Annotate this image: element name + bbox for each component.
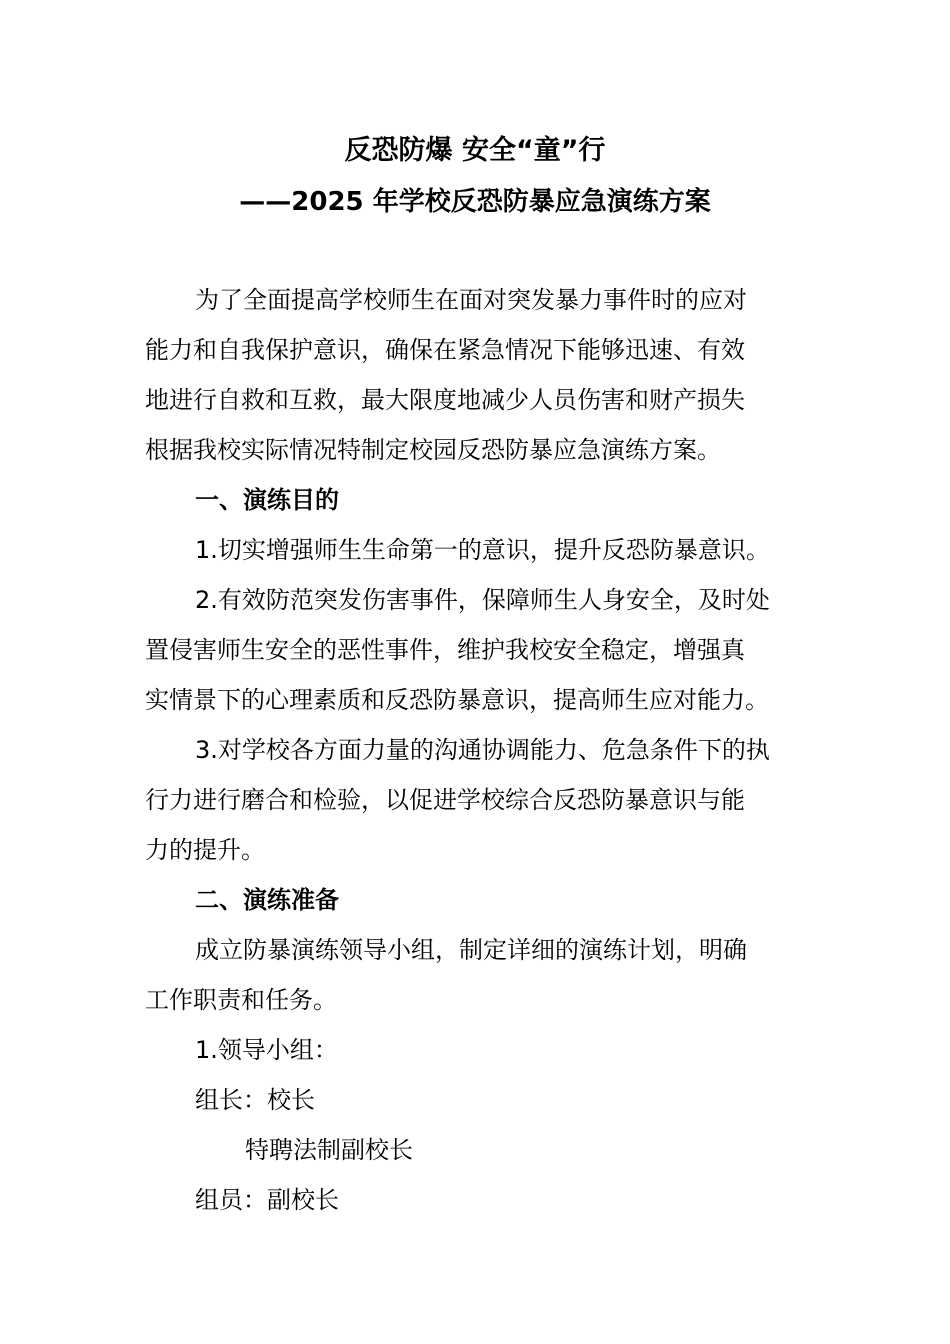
member-line: 组员：副校长 xyxy=(195,1186,339,1214)
leaders-label: 1.领导小组： xyxy=(195,1036,338,1064)
purpose-item-3-line: 力的提升。 xyxy=(145,836,265,864)
document-subtitle: ——2025 年学校反恐防暴应急演练方案 xyxy=(239,187,711,217)
intro-line: 根据我校实际情况特制定校园反恐防暴应急演练方案。 xyxy=(145,436,721,464)
intro-line: 能力和自我保护意识，确保在紧急情况下能够迅速、有效 xyxy=(145,336,745,364)
preparation-para-line: 工作职责和任务。 xyxy=(145,986,337,1014)
intro-line: 地进行自救和互救，最大限度地减少人员伤害和财产损失 xyxy=(145,386,745,414)
leader-line-2: 特聘法制副校长 xyxy=(245,1136,413,1164)
purpose-item-2-line: 2.有效防范突发伤害事件，保障师生人身安全，及时处 xyxy=(195,586,770,614)
purpose-item-1: 1.切实增强师生生命第一的意识，提升反恐防暴意识。 xyxy=(195,536,770,564)
preparation-para-line: 成立防暴演练领导小组，制定详细的演练计划，明确 xyxy=(195,936,747,964)
section-heading-purpose: 一、演练目的 xyxy=(195,486,339,514)
purpose-item-3-line: 行力进行磨合和检验，以促进学校综合反恐防暴意识与能 xyxy=(145,786,745,814)
document-title: 反恐防爆 安全“童”行 xyxy=(344,135,606,166)
section-heading-preparation: 二、演练准备 xyxy=(195,886,339,914)
purpose-item-2-line: 置侵害师生安全的恶性事件，维护我校安全稳定，增强真 xyxy=(145,636,745,664)
purpose-item-3-line: 3.对学校各方面力量的沟通协调能力、危急条件下的执 xyxy=(195,736,770,764)
intro-line: 为了全面提高学校师生在面对突发暴力事件时的应对 xyxy=(195,286,747,314)
leader-line: 组长：校长 xyxy=(195,1086,315,1114)
purpose-item-2-line: 实情景下的心理素质和反恐防暴意识，提高师生应对能力。 xyxy=(145,686,769,714)
